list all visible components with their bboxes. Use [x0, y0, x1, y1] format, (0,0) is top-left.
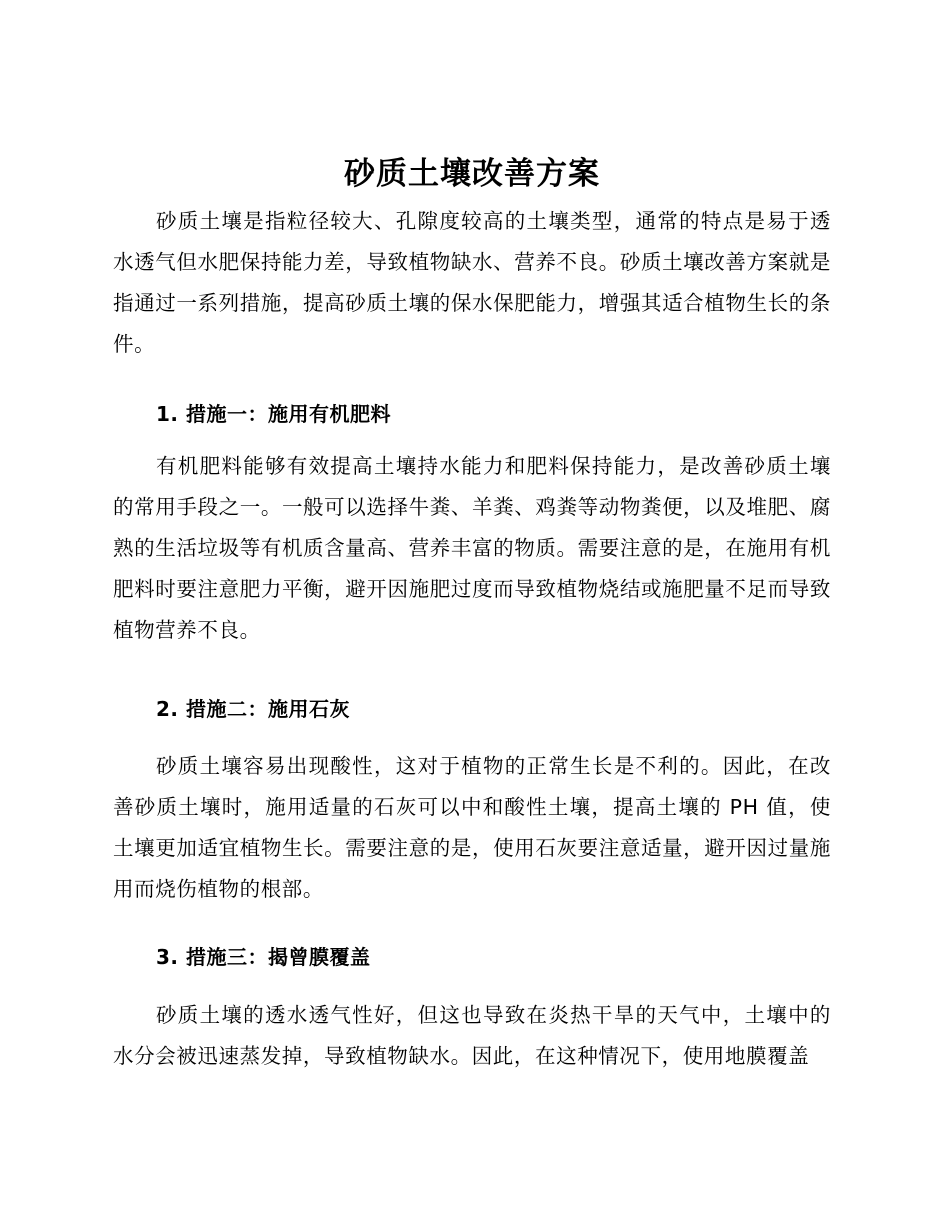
section-3-body: 砂质土壤的透水透气性好，但这也导致在炎热干旱的天气中，土壤中的水分会被迅速蒸发掉，导致植物缺水。因此，在这种情况下，使用地膜覆盖 — [113, 1003, 831, 1068]
section-1-heading: 1. 措施一：施用有机肥料 — [156, 402, 391, 426]
section-1-body: 有机肥料能够有效提高土壤持水能力和肥料保持能力，是改善砂质土壤的常用手段之一。一般可以选择牛粪、羊粪、鸡粪等动物粪便，以及堆肥、腐熟的生活垃圾等有机质含量高、营养丰富的物质。需要注意的是，在施用有机肥料时要注意肥力平衡，避开因施肥过度而导致植物烧结或施肥量不足而导致植物营养不良。 — [113, 454, 831, 642]
section-2-body: 砂质土壤容易出现酸性，这对于植物的正常生长是不利的。因此，在改善砂质土壤时，施用适量的石灰可以中和酸性土壤，提高土壤的 PH 值，使土壤更加适宜植物生长。需要注意的是，使用石灰要注意适量，避开因过量施用而烧伤植物的根部。 — [113, 754, 831, 901]
intro-paragraph: 砂质土壤是指粒径较大、孔隙度较高的土壤类型，通常的特点是易于透水透气但水肥保持能力差，导致植物缺水、营养不良。砂质土壤改善方案就是指通过一系列措施，提高砂质土壤的保水保肥能力，增强其适合植物生长的条件。 — [113, 209, 831, 356]
document-title: 砂质土壤改善方案 — [344, 156, 600, 192]
section-2-heading: 2. 措施二：施用石灰 — [156, 697, 350, 721]
section-3-heading: 3. 措施三：揭曾膜覆盖 — [156, 945, 371, 969]
